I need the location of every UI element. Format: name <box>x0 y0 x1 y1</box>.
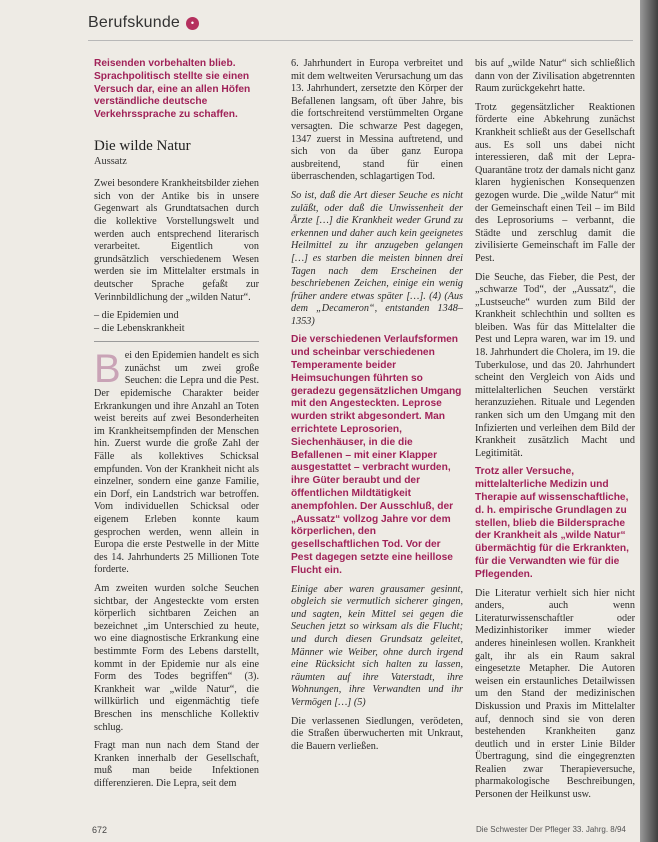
page-number: 672 <box>92 825 108 835</box>
paragraph: Die Seuche, das Fieber, die Pest, der „schwarze Tod“, der „Aussatz“, die „Lustseuche“ wurden zum Bild der Krankheit schlechthin und sollten es bleiben. Was für das Mittelalter die Pest und Lepra waren, war im 19. und 18. Jahrhundert die Cholera, im 19. die Tuberkulose, und das 20. Jahrhundert scheint den Vergleich von Aids und mittelalterlichen Seuchen verstärkt heranzuziehen. Rituale und Legenden ranken sich um den Umgang mit den Infizierten und verleihen dem Bild der Krankheit zusätzlich Macht und Legitimität. <box>475 271 638 459</box>
pull-quote: Die verschiedenen Verlaufsformen und scheinbar verschiedenen Temperamente beider Heimsuchungen führten so geradezu gegensätzlichen Umgang mit den Angesteckten. Leprose wurden strikt abgesondert. Man errichtete Leprosorien, Siechenhäuser, in die die Befallenen – mit einer Klapper ausgestattet – verbracht wurden, ihre Güter beraubt und der öffentlichen Mildtätigkeit anempfohlen. Der Ausschluß, der „Aussatz“ vollzog Jahre vor dem körperlichen, den gesellschaftlichen Tod. Vor der Pest dagegen setzte eine heillose Flucht ein. <box>291 334 465 576</box>
paragraph: Zwei besondere Krankheitsbilder ziehen sich von der Antike bis in unsere Gegenwart als Grundtatsachen durch die kollektive Vorstellungswelt und werden auch entsprechend literarisch verarbeitet. Eigentlich von grundsätzlich verschiedenem Wesen werden sie im Mittelalter erstmals in deutscher Sprache gefaßt zur Verinnbildlichung der „wilden Natur“. <box>94 178 262 303</box>
quote-block: So ist, daß die Art dieser Seuche es nicht zuläßt, oder daß die Unwissenheit der Ärzte […] die Krankheit weder Grund zu erkennen und daher auch kein geeignetes Heilmittel zu ihr anzugeben gelangen […] es starben die meisten binnen drei Tagen nach dem Erscheinen der beschriebenen Zeichen, einige ein wenig früher andere etwas später […]. (4) (Aus dem „Decameron“, entstanden 1348–1353) <box>291 189 466 327</box>
section-header <box>88 14 199 32</box>
quote-block: Einige aber waren grausamer gesinnt, obgleich sie vermutlich sicherer gingen, und sagten, kein Mittel sei gegen die Seuchen jetzt so wirksam als die Flucht; und durch diesen Grundsatz geleitet, Männer wie Weiber, ohne durch irgend eine Rücksicht sich halten zu lassen, räumten auf ihre Vaterstadt, ihre Wohnungen, ihre Verwandten und ihr Vermögen […] (5) <box>291 583 466 708</box>
intro-highlight: Reisenden vorbehalten blieb. Sprachpolitisch stellte sie einen Versuch dar, eine an allen Höfen verständliche deutsche Verkehrssprache zu schaffen. <box>94 58 254 121</box>
column-2 <box>291 58 466 759</box>
article-subheading: Die wilde Natur <box>94 137 191 154</box>
paragraph: Die verlassenen Siedlungen, verödeten, die Straßen überwucherten mit Unkraut, die Bauern verließen. <box>291 715 466 752</box>
column-3 <box>475 58 638 808</box>
scan-edge-shadow <box>640 0 658 842</box>
paragraph: Am zweiten wurden solche Seuchen sichtbar, der Angesteckte vom ersten körperlich sichtbaren Zeichen an bezeichnet „im Unterschied zu heute, wo eine diagnostische Erkrankung eine bestimmte Form des Lebens darstellt, kommt in der Epidemie nur als eine Form des Todes begriffen“ (3). Krankheit war „wilde Natur“, die willkürlich und eigenmächtig tiefe Breschen ins menschliche Kollektiv schlug. <box>94 582 262 733</box>
paragraph: bis auf „wilde Natur“ sich schließlich dann von der Zivilisation abgetrennten Raum zurückgekehrt hatte. <box>475 58 638 95</box>
section-divider <box>94 341 259 342</box>
paragraph-dropcap: Bei den Epidemien handelt es sich zunächst um zwei große Seuchen: die Lepra und die Pest. Der epidemische Charakter beider Erkrankungen und ihre Anzahl an Toten weist bereits auf zwei Besonderheiten im Krankheitsempfinden der Menschen hin. Zuerst wurde die große Zahl der Fälle als kollektives Schicksal empfunden. Von der Krankheit nicht als einzelner, sondern eine ganze Familie, ein Dorf, ein Landstrich war betroffen. Vom individuellen Schicksal oder eigenem Erleben konnte kaum gesprochen werden, wenn allein in Europa die erste Pestwelle in der Mitte des 14. Jahrhunderts 25 Millionen Tote forderte. <box>94 347 262 576</box>
section-label-aussatz: Aussatz <box>94 155 127 167</box>
column-1 <box>94 58 262 796</box>
header-divider <box>88 40 633 41</box>
journal-source: Die Schwester Der Pfleger 33. Jahrg. 8/94 <box>476 825 626 834</box>
pull-quote: Trotz aller Versuche, mittelalterliche Medizin und Therapie auf wissenschaftliche, d. h. empirische Grundlagen zu stellen, blieb die Bildersprache der Krankheit als „wilde Natur“ übermächtig für die Erkrankten, für die Verwandten wie für die Pflegenden. <box>475 466 632 580</box>
paragraph: Fragt man nun nach dem Stand der Kranken innerhalb der Gesellschaft, muß man beide Infektionen differenzieren. Die Lepra, seit dem <box>94 740 262 789</box>
bullet-list: – die Epidemien und – die Lebenskrankheit <box>94 310 185 334</box>
paragraph: Die Literatur verhielt sich hier nicht anders, auch wenn Literaturwissenschaftler oder Medizinhistoriker immer wieder anderes hineinlesen wollen. Krankheit galt, ihr als ein Raum sakral eingesetzte Metapher. Die Autoren weisen ein erstaunliches Detailwissen um den Stand der medizinischen Diskussion und Praxis im Mittelalter auf, dennoch sind sie von deren bestehenden Krankheiten ganz deutlich und in erster Linie Bilder Übertragung, sind die eingegrenzten Realien zwar Therapieversuche, pharmakologische Beschreibungen, Personen der Heilkunst usw. <box>475 587 638 801</box>
section-title: Berufskunde <box>88 14 181 31</box>
paragraph: Trotz gegensätzlicher Reaktionen förderte eine Abkehrung zunächst Krankheit schließt aus der Gesellschaft aus. Es soll uns dabei nicht interessieren, daß mit der Lepra-Quarantäne trotz der damals nicht ganz klaren hygienischen Konsequenzen gezogen wurde. Die „wilde Natur“ mit der Gemeinschaft einen Teil – im Bild des Leprosoriums – verbannt, die Städte und zerschlug damit die zivilisierte Gemeinschaft im Falle der Pest. <box>475 101 638 264</box>
paragraph: 6. Jahrhundert in Europa verbreitet und mit dem weltweiten Verursachung um das 13. Jahrhundert, zersetzte den Körper der Befallenen langsam, oft über Jahre, bis die fortschreitend verstümmelten Organe versagten. Die schwarze Pest dagegen, 1347 zuerst in Messina auftretend, und sich von da über ganz Europa ausbreitend, stand für einen überraschenden, schlagartigen Tod. <box>291 58 466 183</box>
drop-cap: B <box>94 347 121 392</box>
bullet-circle-icon: • <box>186 17 199 30</box>
